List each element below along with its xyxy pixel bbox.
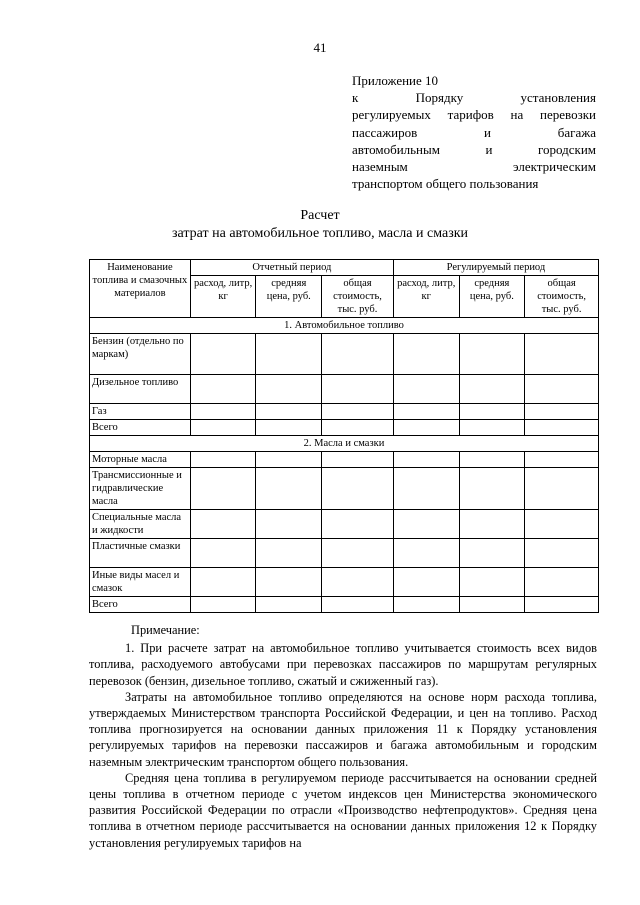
appendix-line: транспортом общего пользования xyxy=(352,176,539,192)
page-number: 41 xyxy=(313,40,327,55)
cost-table xyxy=(89,259,599,613)
avg-price-header: средняя цена, руб. xyxy=(256,276,322,318)
consumption-header: расход, литр, кг xyxy=(393,276,459,318)
table-row-label: Всего xyxy=(90,420,191,436)
notes-paragraph: 1. При расчете затрат на автомобильное топливо учитывается стоимость всех видов топлива, расходуемого автобусами при перевозках пассажиров по маршрутам регулярных перевозок (бензин, дизельное топливо, сжатый и сжиженный газ). xyxy=(89,641,597,688)
appendix-line: наземным электрическим xyxy=(352,159,596,175)
appendix-line: к Порядку установления xyxy=(352,90,596,106)
table-row-label: Специальные масла и жидкости xyxy=(90,510,191,539)
table-row-label: Дизельное топливо xyxy=(90,375,191,404)
notes-heading: Примечание: xyxy=(131,623,200,637)
table-row-label: Газ xyxy=(90,404,191,420)
avg-price-header: средняя цена, руб. xyxy=(459,276,525,318)
regulated-period-header: Регулируемый период xyxy=(393,260,598,276)
table-row-label: Пластичные смазки xyxy=(90,539,191,568)
appendix-line: регулируемых тарифов на перевозки xyxy=(352,107,596,123)
total-cost-header: общая стоимость, тыс. руб. xyxy=(525,276,599,318)
table-row-label: Моторные масла xyxy=(90,452,191,468)
consumption-header: расход, литр, кг xyxy=(190,276,256,318)
section-header: 1. Автомобильное топливо xyxy=(90,318,599,334)
notes-section xyxy=(89,622,597,851)
section-header: 2. Масла и смазки xyxy=(90,436,599,452)
appendix-line: Приложение 10 xyxy=(352,73,439,88)
table-row-label: Бензин (отдельно по маркам) xyxy=(90,334,191,375)
table-row-label: Иные виды масел и смазок xyxy=(90,568,191,597)
appendix-line: автомобильным и городским xyxy=(352,141,596,157)
document-title: Расчет xyxy=(300,208,340,223)
appendix-header xyxy=(352,72,596,192)
reported-period-header: Отчетный период xyxy=(190,260,393,276)
notes-paragraph: Затраты на автомобильное топливо определяются на основе норм расхода топлива, утверждаемых Министерством транспорта Российской Федерации, и цен на топливо. Расход топлива прогнозируется на основании данных приложения 11 к Порядку установления регулируемых тарифов на перевозки пассажиров и багажа автомобильным и городским наземным электрическим транспортом общего пользования. xyxy=(89,689,597,769)
appendix-line: пассажиров и багажа xyxy=(352,124,596,140)
table-row-label: Всего xyxy=(90,597,191,613)
table-row-label: Трансмиссионные и гидравлические масла xyxy=(90,468,191,510)
name-column-header: Наименование топлива и смазочных материалов xyxy=(90,260,191,318)
total-cost-header: общая стоимость, тыс. руб. xyxy=(322,276,394,318)
notes-paragraph: Средняя цена топлива в регулируемом периоде рассчитывается на основании средней цены топлива в отчетном периоде с учетом индексов цен Министерства экономического развития Российской Федерации по отрасли «Производство нефтепродуктов». Средняя цена топлива в отчетном периоде рассчитывается на основании данных приложения 12 к Порядку установления регулируемых тарифов на xyxy=(89,770,597,850)
document-subtitle: затрат на автомобильное топливо, масла и смазки xyxy=(171,226,469,241)
